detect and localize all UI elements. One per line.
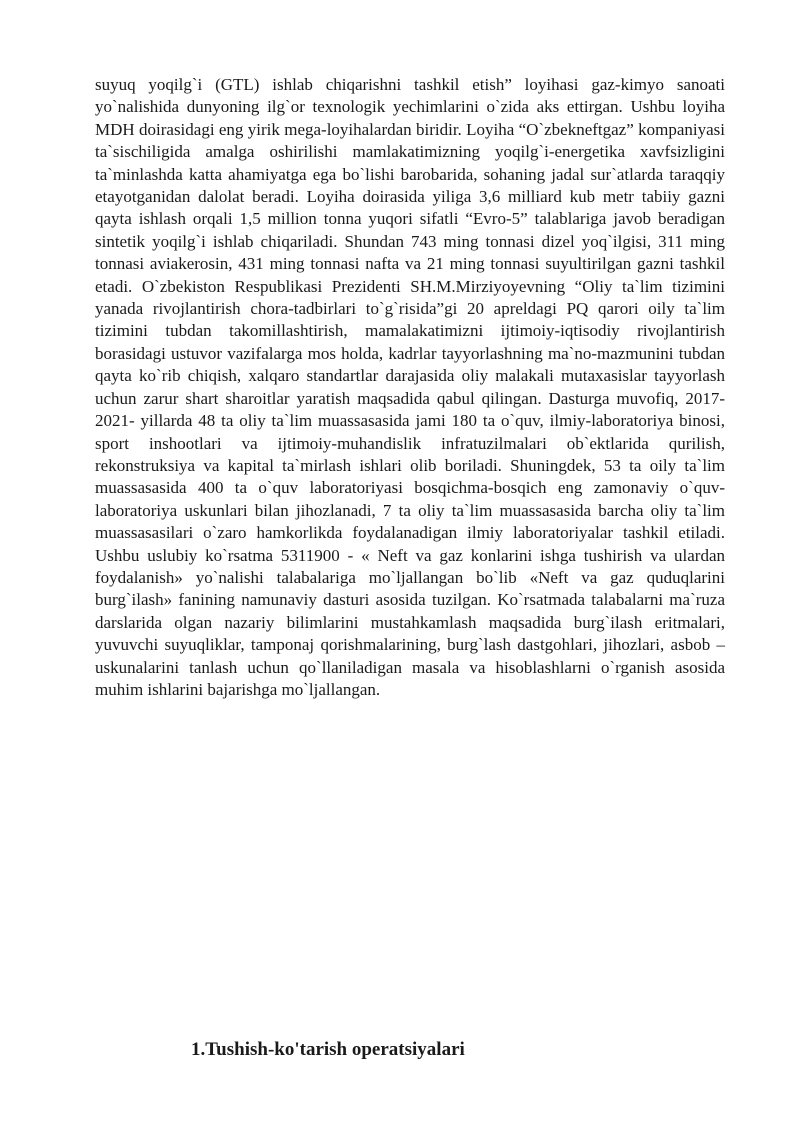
body-text — [95, 74, 725, 701]
section-heading: 1.Tushish-ko'tarish operatsiyalari — [191, 1039, 465, 1060]
body-paragraph: suyuq yoqilg`i (GTL) ishlab chiqarishni tashkil etish” loyihasi gaz-kimyo sanoati yo`nalishida dunyoning ilg`or texnologik yechimlarini o`zida aks ettirgan. Ushbu loyiha MDH doirasidagi eng yirik mega-loyihalardan biridir. Loyiha “O`zbekneftgaz” kompaniyasi ta`sischiligida amalga oshirilishi mamlakatimizning yoqilg`i-energetika xavfsizligini ta`minlashda katta ahamiyatga ega bo`lishi barobarida, sohaning jadal sur`atlarda taraqqiy etayotganidan dalolat beradi. Loyiha doirasida yiliga 3,6 milliard kub metr tabiiy gazni qayta ishlash orqali 1,5 million tonna yuqori sifatli “Evro-5” talablariga javob beradigan sintetik yoqilg`i ishlab chiqariladi. Shundan 743 ming tonnasi dizel yoq`ilgisi, 311 ming tonnasi aviakerosin, 431 ming tonnasi nafta va 21 ming tonnasi suyultirilgan gazni tashkil etadi. O`zbekiston Respublikasi Prezidenti SH.M.Mirziyoyevning “Oliy ta`lim tizimini yanada rivojlantirish chora-tadbirlari to`g`risida”gi 20 apreldagi PQ qarori oily ta`lim tizimini tubdan takomillashtirish, mamalakatimizni ijtimoiy-iqtisodiy rivojlantirish borasidagi ustuvor vazifalarga mos holda, kadrlar tayyorlashning ma`no-mazmunini tubdan qayta ko`rib chiqish, xalqaro standartlar darajasida oliy malakali mutaxasislar tayyorlash uchun zarur shart sharoitlar yaratish maqsadida qabul qilingan. Dasturga muvofiq, 2017-2021- yillarda 48 ta oliy ta`lim muassasasida jami 180 ta o`quv, ilmiy-laboratoriya binosi, sport inshootlari va ijtimoiy-muhandislik infratuzilmalari ob`ektlarida qurilish, rekonstruksiya va kapital ta`mirlash ishlari olib boriladi. Shuningdek, 53 ta oily ta`lim muassasasida 400 ta o`quv laboratoriyasi bosqichma-bosqich eng zamonaviy o`quv-laboratoriya uskunlari bilan jihozlanadi, 7 ta oliy ta`lim muassasasida barcha oliy ta`lim muassasasilari o`zaro hamkorlikda foydalanadigan ilmiy laboratoriyalar tashkil etiladi. Ushbu uslubiy ko`rsatma 5311900 - « Neft va gaz konlarini ishga tushirish va ulardan foydalanish» yo`nalishi talabalariga mo`ljallangan bo`lib «Neft va gaz quduqlarini burg`ilash» fanining namunaviy dasturi asosida tuzilgan. Ko`rsatmada talabalarni ma`ruza darslarida olgan nazariy bilimlarini mustahkamlash maqsadida burg`ilash eritmalari, yuvuvchi suyuqliklar, tamponaj qorishmalarining, burg`lash dastgohlari, jihozlari, asbob – uskunalarini tanlash uchun qo`llaniladigan masala va hisoblashlarni o`rganish asosida muhim ishlarini bajarishga mo`ljallangan. — [95, 75, 725, 699]
